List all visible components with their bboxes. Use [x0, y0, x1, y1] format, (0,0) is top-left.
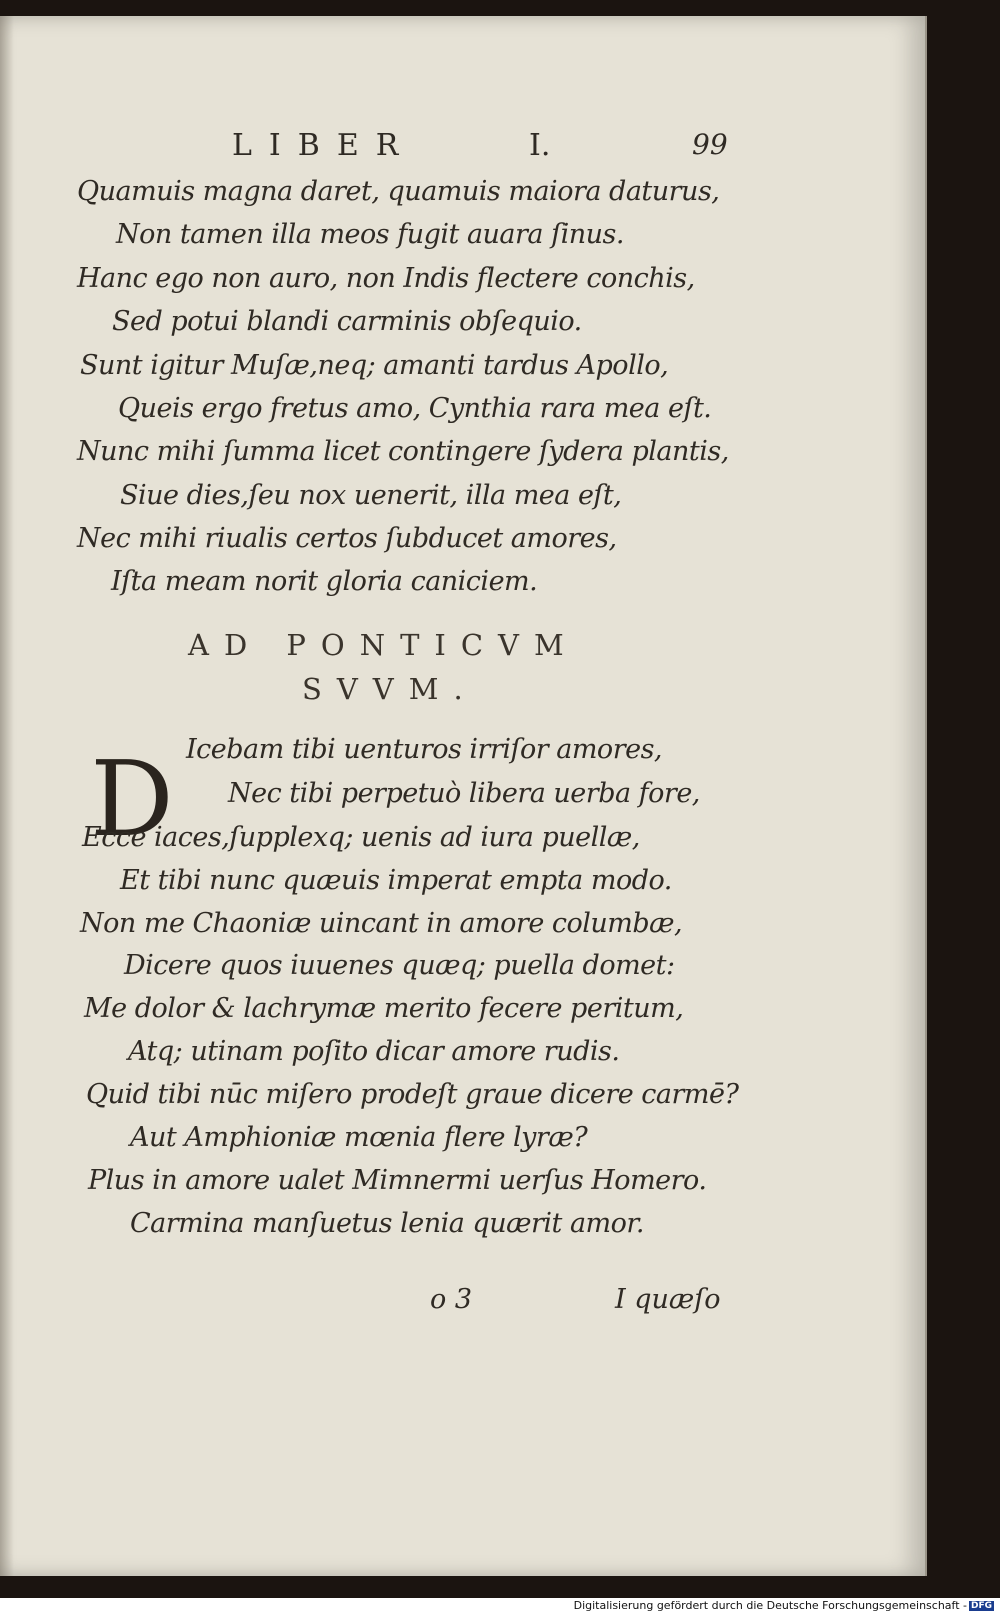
dfg-logo: DFG [970, 1601, 992, 1611]
book-number: I. [529, 128, 551, 163]
poem-heading-line2: SVVM. [302, 672, 478, 706]
verse-line: Hanc ego non auro, non Indis flectere conchis, [77, 263, 695, 294]
credit-text: Digitalisierung gefördert durch die Deutsche Forschungsgemeinschaft - [573, 1599, 967, 1612]
page-gutter-shadow [0, 16, 14, 1576]
verse-line: Sed potui blandi carminis obſequio. [112, 306, 582, 337]
verse-line: Queis ergo fretus amo, Cynthia rara mea eſt. [118, 393, 712, 424]
verse-line: Iſta meam norit gloria caniciem. [111, 566, 538, 597]
verse-line: Non tamen illa meos fugit auara ſinus. [116, 219, 624, 250]
verse-line: Nec mihi riualis certos ſubducet amores, [77, 523, 617, 554]
folio-number: 99 [692, 128, 728, 161]
drop-cap-initial: D [90, 738, 174, 860]
verse-line: Plus in amore ualet Mimnermi uerſus Homero. [88, 1165, 707, 1196]
verse-line: Icebam tibi uenturos irriſor amores, [186, 734, 663, 765]
verse-line: Nunc mihi ſumma licet contingere ſydera plantis, [77, 436, 729, 467]
verse-line: Et tibi nunc quæuis imperat empta modo. [120, 865, 672, 896]
verse-line: Siue dies,ſeu nox uenerit, illa mea eſt, [120, 480, 622, 511]
verse-line: Quid tibi nūc miſero prodeſt graue dicere carmē? [86, 1079, 739, 1110]
verse-line: Non me Chaoniæ uincant in amore columbæ, [80, 908, 683, 939]
poem-heading-line1: AD PONTICVM [188, 628, 579, 662]
running-title: LIBER [232, 128, 416, 163]
verse-line: Atq; utinam poſito dicar amore rudis. [128, 1036, 620, 1067]
book-page [0, 16, 927, 1576]
verse-line: Me dolor & lachrymæ merito fecere peritum, [84, 993, 684, 1024]
verse-line: Sunt igitur Muſæ,neq; amanti tardus Apollo, [80, 350, 669, 381]
verse-line: Dicere quos iuuenes quæq; puella domet: [124, 950, 675, 981]
digitization-credit [574, 1599, 994, 1612]
signature-mark: o 3 [430, 1284, 473, 1315]
verse-line: Nec tibi perpetuò libera uerba fore, [228, 778, 700, 809]
verse-line: Carmina manſuetus lenia quærit amor. [130, 1208, 644, 1239]
verse-line: Aut Amphioniæ mœnia flere lyræ? [130, 1122, 588, 1153]
verse-line: Quamuis magna daret, quamuis maiora daturus, [77, 176, 720, 207]
verse-line: Ecce iaces,ſupplexq; uenis ad iura puellæ, [82, 822, 640, 853]
catchword: I quæſo [615, 1284, 721, 1315]
